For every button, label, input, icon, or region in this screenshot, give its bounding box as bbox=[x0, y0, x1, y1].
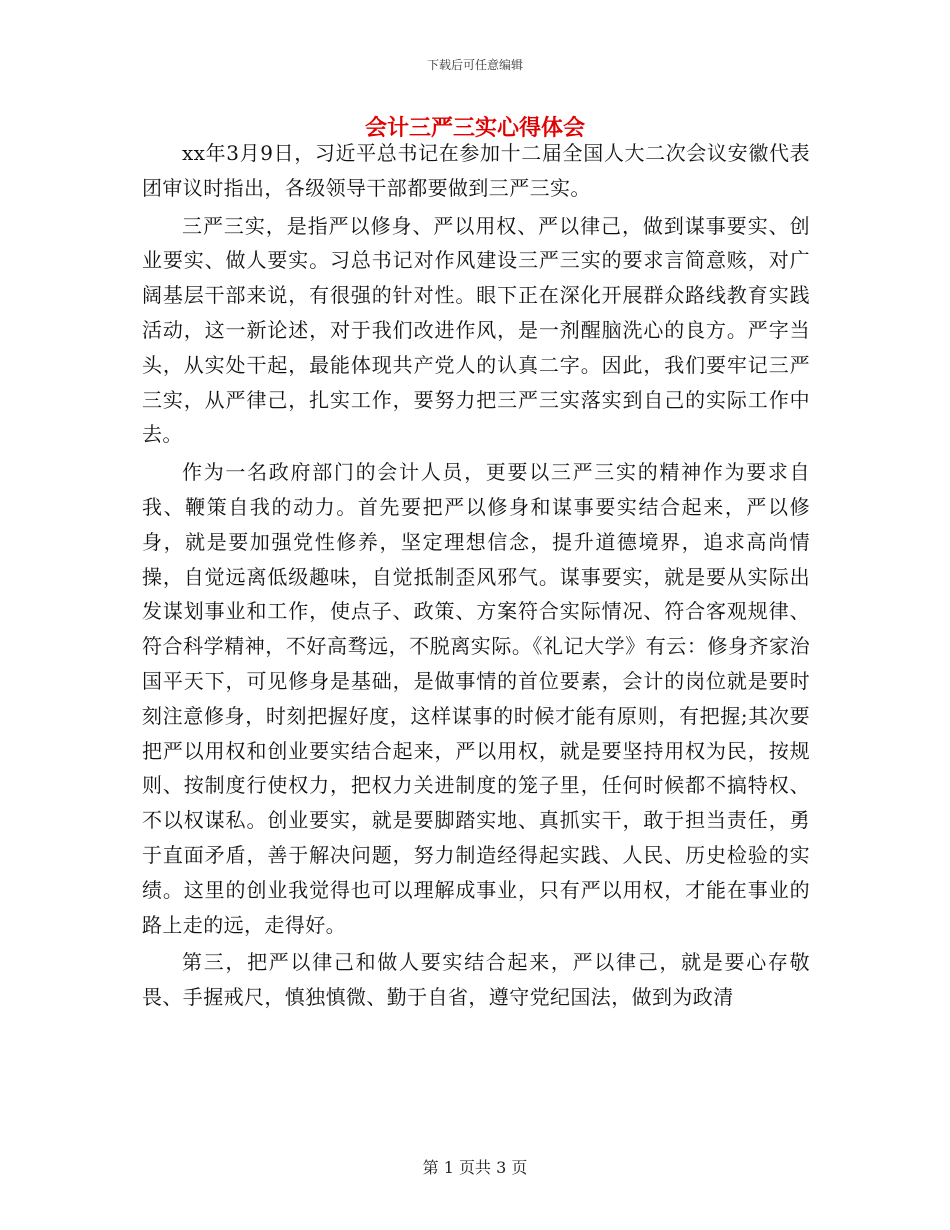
document-body bbox=[142, 136, 810, 1018]
paragraph-4: 第三，把严以律己和做人要实结合起来，严以律己，就是要心存敬畏、手握戒尺，慎独慎微、勤于自省，遵守党纪国法，做到为政清 bbox=[142, 950, 810, 1010]
paragraph-1: xx年3月9日，习近平总书记在参加十二届全国人大二次会议安徽代表团审议时指出，各级领导干部都要做到三严三实。 bbox=[142, 141, 810, 200]
page-header-note: 下载后可任意编辑 bbox=[426, 58, 523, 72]
page-number-footer: 第 1 页共 3 页 bbox=[422, 1158, 528, 1177]
paragraph-3: 作为一名政府部门的会计人员，更要以三严三实的精神作为要求自我、鞭策自我的动力。首先要把严以修身和谋事要实结合起来，严以修身，就是要加强党性修养，坚定理想信念，提升道德境界，追求高尚情操，自觉远离低级趣味，自觉抵制歪风邪气。谋事要实，就是要从实际出发谋划事业和工作，使点子、政策、方案符合实际情况、符合客观规律、符合科学精神，不好高骛远，不脱离实际。《礼记大学》有云：修身齐家治国平天下，可见修身是基础，是做事情的首位要素，会计的岗位就是要时刻注意修身，时刻把握好度，这样谋事的时候才能有原则，有把握;其次要把严以用权和创业要实结合起来，严以用权，就是要坚持用权为民，按规则、按制度行使权力，把权力关进制度的笼子里，任何时候都不搞特权、不以权谋私。创业要实，就是要脚踏实地、真抓实干，敢于担当责任，勇于直面矛盾，善于解决问题，努力制造经得起实践、人民、历史检验的实绩。这里的创业我觉得也可以理解成事业，只有严以用权，才能在事业的路上走的远，走得好。 bbox=[142, 460, 810, 937]
paragraph-2: 三严三实，是指严以修身、严以用权、严以律己，做到谋事要实、创业要实、做人要实。习总书记对作风建设三严三实的要求言简意赅，对广阔基层干部来说，有很强的针对性。眼下正在深化开展群众路线教育实践活动，这一新论述，对于我们改进作风，是一剂醒脑洗心的良方。严字当头，从实处干起，最能体现共产党人的认真二字。因此，我们要牢记三严三实，从严律己，扎实工作，要努力把三严三实落实到自己的实际工作中去。 bbox=[142, 213, 810, 447]
document-title: 会计三严三实心得体会 bbox=[364, 115, 585, 141]
